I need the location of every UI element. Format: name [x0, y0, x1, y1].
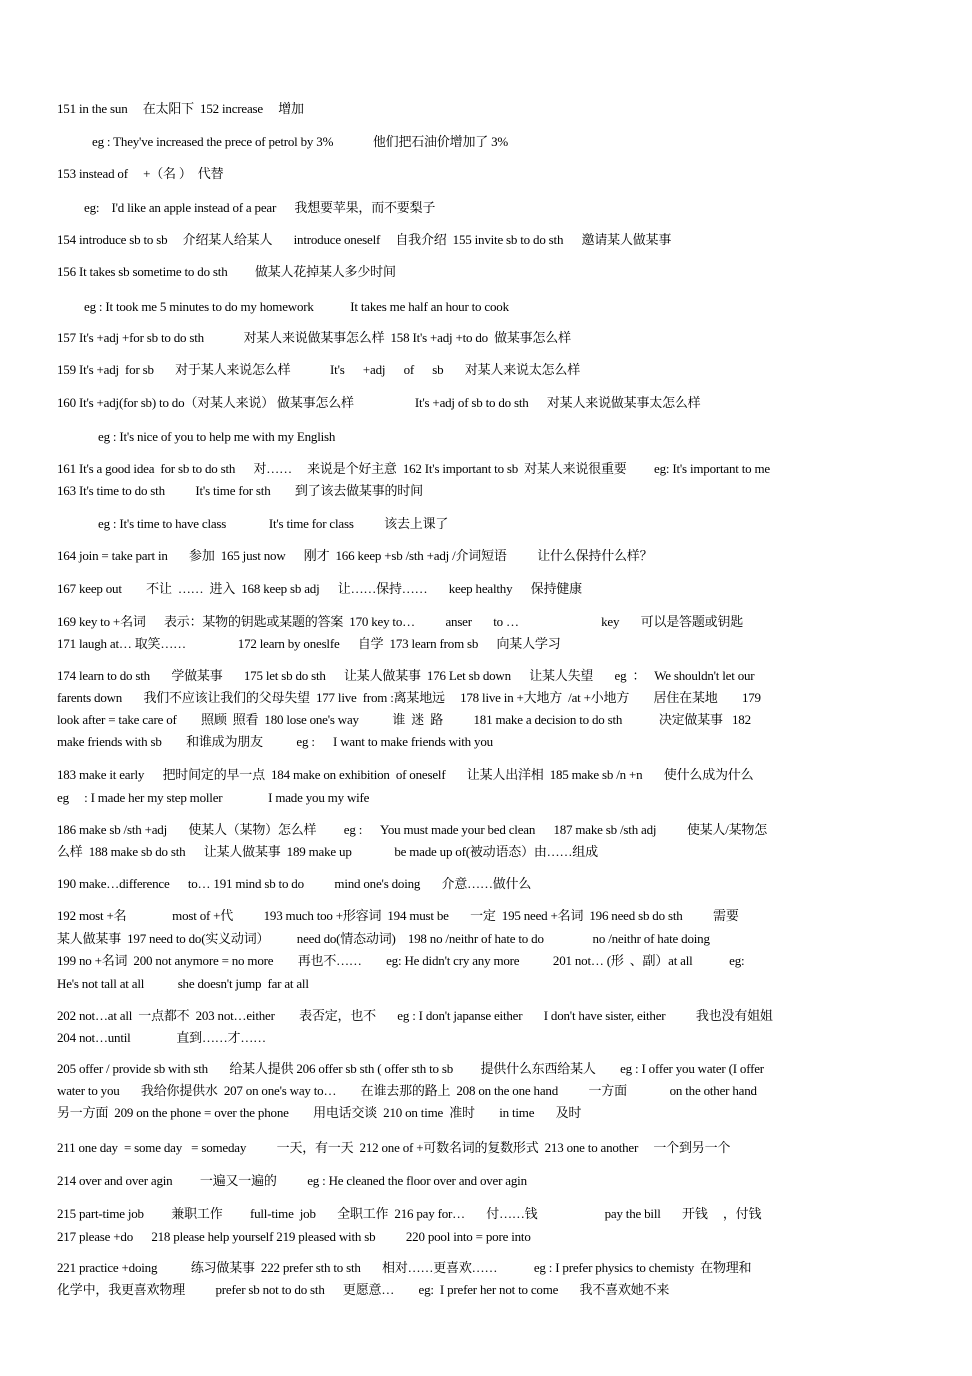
text-line: 么样 188 make sb do sth 让某人做某事 189 make up be made up of(被动语态）由……组成 [57, 844, 598, 859]
text-line: 221 practice +doing 练习做某事 222 prefer sth to sth 相对……更喜欢…… eg : I prefer physics to chemisty 在物理和 [57, 1260, 752, 1275]
text-line: eg : I made her my step moller I made you my wife [57, 790, 370, 805]
text-line: 159 It's +adj for sb 对于某人来说怎么样 It's +adj of sb 对某人来说太怎么样 [57, 362, 581, 377]
text-line: 199 no +名词 200 not anymore = no more 再也不…… eg: He didn't cry any more 201 not… (形 、副）at all eg: [57, 953, 745, 968]
text-line: 217 please +do 218 please help yourself 219 pleased with sb 220 pool into = pore into [57, 1229, 531, 1244]
text-line: 174 learn to do sth 学做某事 175 let sb do sth 让某人做某事 176 Let sb down 让某人失望 eg ： We shouldn't let our [57, 668, 755, 683]
text-line: 215 part-time job 兼职工作 full-time job 全职工作 216 pay for… 付……钱 pay the bill 开钱 ，付钱 [57, 1206, 762, 1221]
text-line: 某人做某事 197 need to do(实义动词） need do(情态动词) 198 no /neithr of hate to do no /neithr of hate doing [57, 931, 710, 946]
text-line: 另一方面 209 on the phone = over the phone 用电话交谈 210 on time 准时 in time 及时 [57, 1105, 582, 1120]
text-line: 151 in the sun 在太阳下 152 increase 增加 [57, 101, 304, 116]
text-line: 157 It's +adj +for sb to do sth 对某人来说做某事怎么样 158 It's +adj +to do 做某事怎么样 [57, 330, 571, 345]
text-line: 204 not…until 直到……才…… [57, 1030, 266, 1045]
text-line: eg : They've increased the prece of petrol by 3% 他们把石油价增加了 3% [92, 134, 509, 149]
text-line: look after = take care of 照顾 照看 180 lose one's way 谁 迷 路 181 make a decision to do sth 决定做某事 182 [57, 712, 751, 727]
text-line: He's not tall at all she doesn't jump far at all [57, 976, 309, 991]
text-line: 202 not…at all 一点都不 203 not…either 表否定，也不 eg : I don't japanse either I don't have sister, either 我也没有姐姐 [57, 1008, 773, 1023]
text-line: 186 make sb /sth +adj 使某人（某物）怎么样 eg : You must made your bed clean 187 make sb /sth adj 使某人/某物怎 [57, 822, 768, 837]
text-line: 190 make…difference to… 191 mind sb to do mind one's doing 介意……做什么 [57, 876, 532, 891]
text-line: 192 most +名 most of +代 193 much too +形容词 194 must be 一定 195 need +名词 196 need sb do sth 需要 [57, 908, 739, 923]
text-line: 171 laugh at… 取笑…… 172 learn by oneslfe 自学 173 learn from sb 向某人学习 [57, 636, 561, 651]
text-line: make friends with sb 和谁成为朋友 eg : I want to make friends with you [57, 734, 493, 749]
text-line: eg : It's nice of you to help me with my English [98, 429, 336, 444]
text-line: 214 over and over agin 一遍又一遍的 eg : He cleaned the floor over and over agin [57, 1173, 527, 1188]
text-line: 183 make it early 把时间定的早一点 184 make on exhibition of oneself 让某人出洋相 185 make sb /n +n 使什么成为什么 [57, 767, 754, 782]
text-line: water to you 我给你提供水 207 on one's way to… 在谁去那的路上 208 on the one hand 一方面 on the other hand [57, 1083, 757, 1098]
text-line: 163 It's time to do sth It's time for sth 到了该去做某事的时间 [57, 483, 423, 498]
text-line: eg: I'd like an apple instead of a pear 我想要苹果，而不要梨子 [84, 200, 436, 215]
text-line: 205 offer / provide sb with sth 给某人提供 206 offer sb sth ( offer sth to sb 提供什么东西给某人 eg : I offer you water (I offer [57, 1061, 764, 1076]
text-line: farents down 我们不应该让我们的父母失望 177 live from :离某地远 178 live in +大地方 /at +小地方 居住在某地 179 [57, 690, 761, 705]
text-line: 154 introduce sb to sb 介绍某人给某人 introduce oneself 自我介绍 155 invite sb to do sth 邀请某人做某事 [57, 232, 672, 247]
text-line: eg : It took me 5 minutes to do my homework It takes me half an hour to cook [84, 299, 509, 314]
text-line: 211 one day = some day = someday 一天，有一天 212 one of +可数名词的复数形式 213 one to another 一个到另一个 [57, 1140, 731, 1155]
text-line: 167 keep out 不让 …… 进入 168 keep sb adj 让……保持…… keep healthy 保持健康 [57, 581, 582, 596]
text-line: 164 join = take part in 参加 165 just now 刚才 166 keep +sb /sth +adj /介词短语 让什么保持什么样？ [57, 548, 653, 563]
text-line: 161 It's a good idea for sb to do sth 对…… 来说是个好主意 162 It's important to sb 对某人来说很重要 eg: It's important to me [57, 461, 770, 476]
text-line: 156 It takes sb sometime to do sth 做某人花掉某人多少时间 [57, 264, 396, 279]
text-line: 153 instead of +（名 ） 代替 [57, 166, 224, 181]
text-line: 化学中，我更喜欢物理 prefer sb not to do sth 更愿意… eg: I prefer her not to come 我不喜欢她不来 [57, 1282, 670, 1297]
text-line: 160 It's +adj(for sb) to do（对某人来说） 做某事怎么样 It's +adj of sb to do sth 对某人来说做某事太怎么样 [57, 395, 701, 410]
text-line: 169 key to +名词 表示：某物的钥匙或某题的答案 170 key to… anser to … key 可以是答题或钥匙 [57, 614, 744, 629]
text-line: eg : It's time to have class It's time for class 该去上课了 [98, 516, 449, 531]
